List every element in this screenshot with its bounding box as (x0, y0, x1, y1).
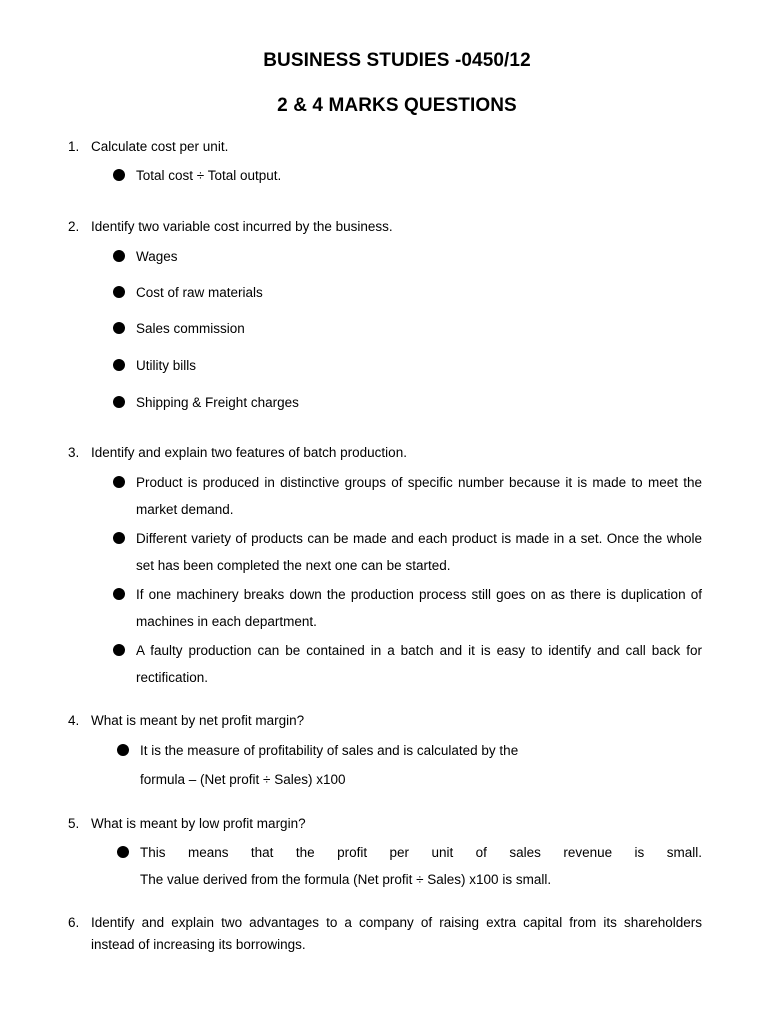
question-text: What is meant by low profit margin? (91, 816, 306, 831)
answer-bullet (113, 469, 702, 523)
answer-text: Sales commission (136, 321, 245, 336)
answer-text: A faulty production can be contained in a batch and it is easy to identify and call back for rectification. (136, 643, 702, 685)
document-title: BUSINESS STUDIES -0450/12 (263, 50, 531, 71)
question-5 (68, 813, 702, 835)
question-text: Identify and explain two advantages to a company of raising extra capital from its shareholders instead of increasing its borrowings. (91, 915, 702, 952)
bullet-icon (113, 250, 125, 262)
answer-text-continued: formula – (Net profit ÷ Sales) x100 (140, 772, 346, 787)
question-text: What is meant by net profit margin? (91, 713, 305, 728)
answer-bullet (113, 581, 702, 635)
bullet-icon (113, 169, 125, 181)
answer-text: Cost of raw materials (136, 285, 263, 300)
question-text: Identify two variable cost incurred by the business. (91, 219, 393, 234)
question-2 (68, 216, 702, 238)
question-1 (68, 136, 702, 158)
answer-bullet (113, 315, 702, 342)
bullet-icon (113, 644, 125, 656)
answer-text: If one machinery breaks down the production process still goes on as there is duplication of machines in each department. (136, 587, 702, 629)
question-4 (68, 710, 702, 732)
answer-text: This means that the profit per unit of sales revenue is small. (140, 845, 702, 860)
answer-text-continued-row (117, 866, 706, 893)
answer-text: Total cost ÷ Total output. (136, 168, 282, 183)
answer-text: Wages (136, 249, 178, 264)
question-text: Identify and explain two features of batch production. (91, 445, 407, 460)
answer-bullet (113, 243, 702, 270)
answer-text-continued: The value derived from the formula (Net profit ÷ Sales) x100 is small. (140, 872, 552, 887)
question-number: 5. (68, 816, 80, 831)
bullet-icon (113, 286, 125, 298)
question-number: 4. (68, 713, 80, 728)
answer-text: It is the measure of profitability of sales and is calculated by the (140, 743, 519, 758)
answer-bullet (113, 389, 702, 416)
document-subtitle: 2 & 4 MARKS QUESTIONS (277, 95, 517, 116)
question-number: 1. (68, 139, 80, 154)
bullet-icon (117, 846, 129, 858)
question-number: 3. (68, 445, 80, 460)
answer-text: Utility bills (136, 358, 197, 373)
bullet-icon (113, 476, 125, 488)
answer-text: Product is produced in distinctive groups of specific number because it is made to meet the market demand. (136, 475, 702, 517)
question-number: 6. (68, 915, 80, 930)
answer-bullet (113, 352, 702, 379)
bullet-icon (113, 588, 125, 600)
answer-bullet (113, 279, 702, 306)
answer-bullet (113, 525, 702, 579)
bullet-icon (113, 322, 125, 334)
bullet-icon (113, 532, 125, 544)
bullet-icon (113, 396, 125, 408)
answer-bullet (113, 637, 702, 691)
answer-text: Different variety of products can be made and each product is made in a set. Once the whole set has been completed the next one can be started. (136, 531, 702, 573)
answer-text: Shipping & Freight charges (136, 395, 299, 410)
question-6 (68, 912, 702, 956)
question-3 (68, 442, 702, 464)
question-number: 2. (68, 219, 80, 234)
question-text: Calculate cost per unit. (91, 139, 229, 154)
answer-bullet (117, 839, 706, 866)
answer-bullet (117, 737, 706, 793)
bullet-icon (113, 359, 125, 371)
answer-bullet (113, 162, 702, 189)
bullet-icon (117, 744, 129, 756)
